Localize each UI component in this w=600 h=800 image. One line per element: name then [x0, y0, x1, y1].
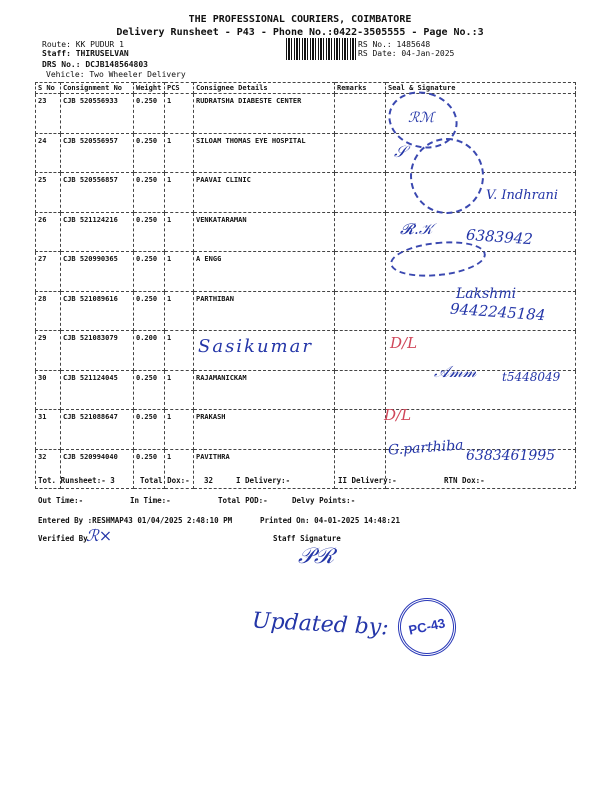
total-dox-label: Total Dox:-	[140, 476, 190, 485]
cell-sno: 26	[36, 212, 61, 252]
runsheet-subtitle: Delivery Runsheet - P43 - Phone No.:0422-3505555 - Page No.:3	[116, 27, 484, 38]
cell-sno: 27	[36, 252, 61, 292]
phone-28: 9442245184	[449, 299, 546, 325]
cell-weight: 0.200	[134, 331, 165, 371]
updated-by: Updated by:	[251, 608, 390, 641]
cell-sno: 31	[36, 410, 61, 450]
cell-cn: CJB 521088647	[61, 410, 134, 450]
cell-remarks	[335, 94, 386, 134]
cell-consignee: PAAVAI CLINIC	[194, 173, 335, 213]
hospital-stamp	[410, 138, 484, 214]
col-remarks: Remarks	[335, 83, 386, 94]
cell-weight: 0.250	[134, 291, 165, 331]
phone-30: t5448049	[502, 370, 561, 384]
vehicle-label: Vehicle: Two Wheeler Delivery	[46, 70, 186, 79]
cell-cn: CJB 520556857	[61, 173, 134, 213]
entered-by: Entered By :RESHMAP43 01/04/2025 2:48:10 PM	[38, 516, 233, 525]
col-weight: Weight	[134, 83, 165, 94]
cell-weight: 0.250	[134, 94, 165, 134]
cell-pcs: 1	[165, 331, 194, 371]
cell-consignee: RAJAMANICKAM	[194, 370, 335, 410]
rs-number: RS No.: 1485648	[358, 40, 431, 49]
signature-25-name: V. Indhrani	[486, 188, 559, 203]
signature-24: 𝒮	[394, 142, 407, 161]
cell-cn: CJB 521083079	[61, 331, 134, 371]
delvy-points: Delvy Points:-	[292, 496, 356, 505]
cell-cn: CJB 520990365	[61, 252, 134, 292]
cell-consignee: RUDRATSHA DIABESTE CENTER	[194, 94, 335, 134]
rtn-dox: RTN Dox:-	[444, 476, 485, 485]
table-row	[36, 133, 576, 173]
cell-sno: 25	[36, 173, 61, 213]
verified-by: Verified By	[38, 534, 88, 543]
total-dox-value: 32	[204, 476, 214, 485]
col-consignment: Consignment No	[61, 83, 134, 94]
signature-26: 𝓡.𝒦	[400, 220, 433, 238]
cell-weight: 0.250	[134, 212, 165, 252]
cell-consignee: PRAKASH	[194, 410, 335, 450]
barcode	[286, 38, 356, 60]
cell-pcs: 1	[165, 449, 194, 489]
staff-label: Staff: THIRUSELVAN	[42, 49, 129, 58]
total-pod: Total POD:-	[218, 496, 268, 505]
table-header-row	[36, 83, 576, 94]
cell-sno: 23	[36, 94, 61, 134]
out-time: Out Time:-	[38, 496, 84, 505]
cell-cn: CJB 521124045	[61, 370, 134, 410]
cell-consignee: A ENGG	[194, 252, 335, 292]
table-row	[36, 370, 576, 410]
cell-weight: 0.250	[134, 449, 165, 489]
company-title: THE PROFESSIONAL COURIERS, COIMBATORE	[188, 14, 412, 25]
cell-sno: 30	[36, 370, 61, 410]
dl-remark-31: D/L	[384, 406, 412, 424]
cell-cn: CJB 520556933	[61, 94, 134, 134]
staff-signature-label: Staff Signature	[273, 534, 341, 543]
cell-weight: 0.250	[134, 252, 165, 292]
cell-cn: CJB 520556957	[61, 133, 134, 173]
cell-pcs: 1	[165, 173, 194, 213]
cell-remarks	[335, 410, 386, 450]
name-32: G.parthiba	[387, 437, 465, 459]
cell-cn: CJB 521089616	[61, 291, 134, 331]
cell-sno: 29	[36, 331, 61, 371]
cell-pcs: 1	[165, 291, 194, 331]
cell-pcs: 1	[165, 252, 194, 292]
cell-remarks	[335, 133, 386, 173]
cell-weight: 0.250	[134, 133, 165, 173]
col-consignee: Consignee Details	[194, 83, 335, 94]
cell-consignee: PAVITHRA	[194, 449, 335, 489]
in-time: In Time:-	[130, 496, 171, 505]
cell-remarks	[335, 212, 386, 252]
phone-32: 6383461995	[466, 448, 556, 464]
tot-runsheet: Tot. Runsheet:- 3	[38, 476, 115, 485]
cell-remarks	[335, 252, 386, 292]
cell-consignee: VENKATARAMAN	[194, 212, 335, 252]
route-label: Route: KK PUDUR 1	[42, 40, 124, 49]
cell-pcs: 1	[165, 94, 194, 134]
rs-date: RS Date: 04-Jan-2025	[358, 49, 455, 58]
dl-remark-29: D/L	[390, 334, 418, 352]
cell-sno: 28	[36, 291, 61, 331]
signature-23: ℛℳ	[408, 110, 435, 126]
cell-pcs: 1	[165, 370, 194, 410]
cell-weight: 0.250	[134, 370, 165, 410]
cell-sno: 32	[36, 449, 61, 489]
cell-remarks	[335, 331, 386, 371]
cell-weight: 0.250	[134, 410, 165, 450]
cell-pcs: 1	[165, 410, 194, 450]
cell-weight: 0.250	[134, 173, 165, 213]
cell-cn: CJB 521124216	[61, 212, 134, 252]
cell-remarks	[335, 370, 386, 410]
cell-sno: 24	[36, 133, 61, 173]
cell-remarks	[335, 173, 386, 213]
cell-cn: CJB 520994040	[61, 449, 134, 489]
table-row	[36, 94, 576, 134]
i-delivery: I Delivery:-	[236, 476, 291, 485]
staff-signature: 𝒫ℛ	[298, 544, 335, 569]
signature-30: 𝒜𝓂𝓂	[434, 362, 477, 381]
pc43-stamp: PC-43	[393, 593, 462, 662]
table-row	[36, 410, 576, 450]
cell-pcs: 1	[165, 212, 194, 252]
col-sno: S No	[36, 83, 61, 94]
cell-consignee: SILOAM THOMAS EYE HOSPITAL	[194, 133, 335, 173]
col-signature: Seal & Signature	[386, 83, 576, 94]
name-28: Lakshmi	[456, 286, 517, 302]
drs-number: DRS No.: DCJB148564803	[42, 60, 148, 69]
cell-consignee: PARTHIBAN	[194, 291, 335, 331]
printed-on: Printed On: 04-01-2025 14:48:21	[260, 516, 400, 525]
name-29: Sasikumar	[198, 336, 313, 357]
phone-26: 6383942	[465, 225, 534, 249]
cell-pcs: 1	[165, 133, 194, 173]
cell-remarks	[335, 291, 386, 331]
ii-delivery: II Delivery:-	[338, 476, 397, 485]
col-pcs: PCS	[165, 83, 194, 94]
verifier-signature: ℛ⨯	[86, 526, 113, 545]
